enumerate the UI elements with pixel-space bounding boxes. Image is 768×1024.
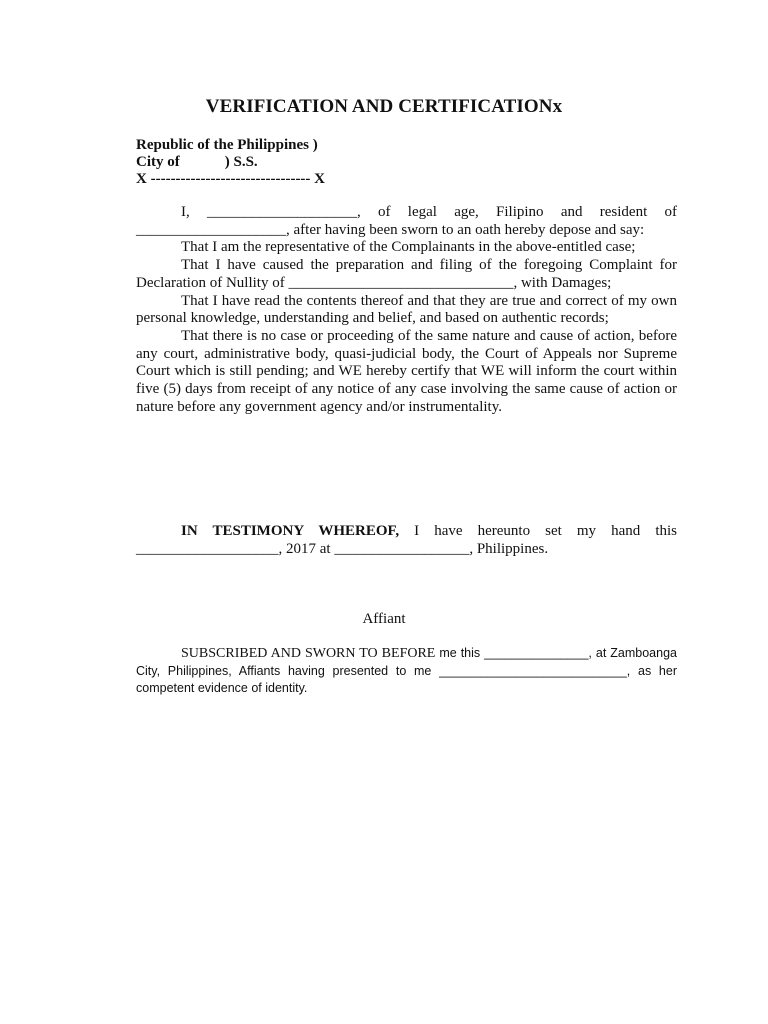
testimony-paragraph — [136, 522, 677, 558]
testimony-text: I have hereunto set my hand this ___________________, 2017 at __________________, Philippines. — [136, 523, 678, 557]
testimony-lead: IN TESTIMONY WHEREOF, — [181, 523, 400, 539]
affidavit-body — [136, 204, 677, 416]
jurat-text: me this _______________, at Zamboanga City, Philippines, Affiants having presented to me ___________________________, as her competent evidence of identity. — [136, 646, 677, 696]
paragraph-representative: That I am the representative of the Complainants in the above-entitled case; — [181, 239, 636, 256]
jurat-paragraph — [136, 645, 677, 698]
venue-block — [136, 137, 325, 188]
venue-separator: X -------------------------------- X — [136, 171, 326, 187]
jurat-lead: SUBSCRIBED AND SWORN TO BEFORE — [181, 646, 436, 661]
venue-republic: Republic of the Philippines ) — [136, 137, 318, 153]
venue-city: City of ) S.S. — [136, 154, 258, 170]
paragraph-non-forum-shopping: That there is no case or proceeding of the same nature and cause of action, before any court, administrative body, quasi-judicial body, the Court of Appeals nor Supreme Court which is still pending; and WE hereby certify that WE will inform the court within five (5) days from receipt of any notice of any case involving the same cause of action or nature before any government agency and/or instrumentality. — [136, 327, 677, 415]
affiant-label: Affiant — [362, 611, 406, 627]
paragraph-filing: That I have caused the preparation and filing of the foregoing Complaint for Declaration of Nullity of ______________________________, with Damages; — [136, 257, 677, 291]
document-title: VERIFICATION AND CERTIFICATIONx — [205, 96, 563, 117]
paragraph-identity: I, ____________________, of legal age, Filipino and resident of ____________________, after having been sworn to an oath hereby depose and say: — [136, 204, 677, 238]
paragraph-contents: That I have read the contents thereof and that they are true and correct of my own personal knowledge, understanding and belief, and based on authentic records; — [136, 292, 677, 327]
